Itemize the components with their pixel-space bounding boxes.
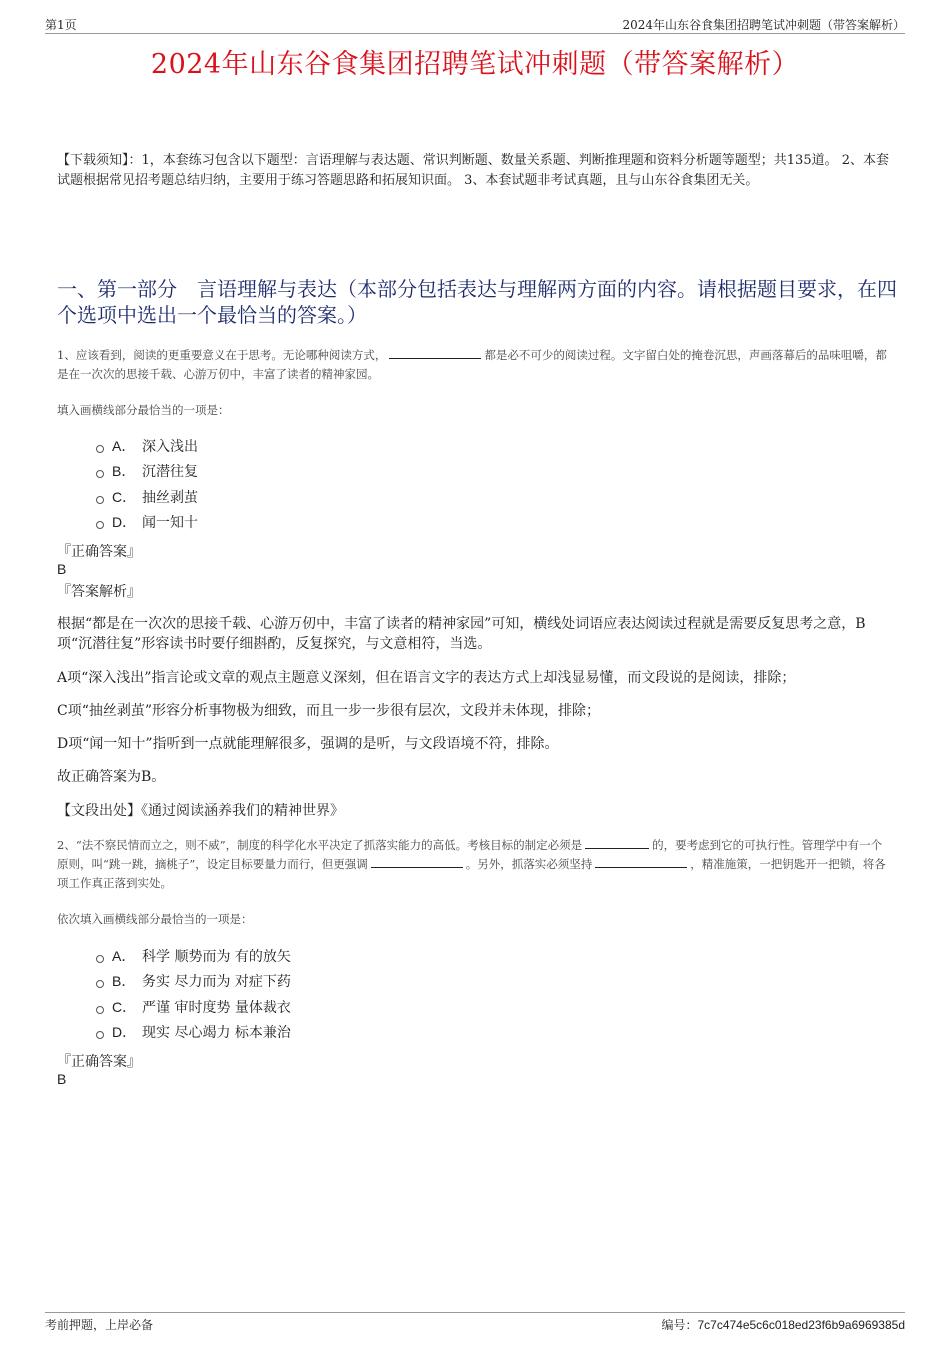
- question-1-stem: [57, 346, 893, 384]
- option-d[interactable]: D． 闻一知十: [96, 510, 198, 536]
- analysis-paragraph: D项“闻一知十”指听到一点就能理解很多，强调的是听，与文段语境不符，排除。: [57, 736, 559, 752]
- radio-icon[interactable]: [96, 496, 104, 504]
- header-doc-title: 2024年山东谷食集团招聘笔试冲刺题（带答案解析）: [622, 18, 905, 32]
- option-a[interactable]: A． 深入浅出: [96, 433, 198, 459]
- analysis-label: 『答案解析』: [57, 584, 141, 600]
- radio-icon[interactable]: [96, 470, 104, 478]
- question-2-options: [96, 943, 291, 1045]
- option-c[interactable]: C． 抽丝剥茧: [96, 484, 198, 510]
- option-d[interactable]: D． 现实 尽心竭力 标本兼治: [96, 1020, 291, 1046]
- question-1-stem-part-b: 都是必不可少的阅读过程。文字留白处的掩卷沉思，声画落幕后的品味咀嚼，都是在一次次的思接千载、心游万仞中，丰富了读者的精神家园。: [57, 348, 887, 381]
- radio-icon[interactable]: [96, 445, 104, 453]
- question-1-prompt: 填入画横线部分最恰当的一项是：: [57, 403, 230, 417]
- answer-value: B: [57, 561, 67, 577]
- analysis-paragraph: 故正确答案为B。: [57, 769, 166, 785]
- answer-label: 『正确答案』: [57, 544, 141, 560]
- document-title: 2024年山东谷食集团招聘笔试冲刺题（带答案解析）: [150, 49, 800, 80]
- footer-slogan: 考前押题，上岸必备: [45, 1318, 154, 1332]
- fill-blank: [389, 346, 481, 359]
- download-notice: 【下载须知】：1，本套练习包含以下题型：言语理解与表达题、常识判断题、数量关系题、判断推理题和资料分析题等题型；共135道。 2、本套试题根据常见招考题总结归纳，主要用于练习答题思路和拓展知识面。 3、本套试题非考试真题，且与山东谷食集团无关。: [57, 153, 889, 188]
- option-b[interactable]: B． 务实 尽力而为 对症下药: [96, 969, 291, 995]
- analysis-paragraph: C项“抽丝剥茧”形容分析事物极为细致，而且一步一步很有层次，文段并未体现，排除；: [57, 703, 601, 719]
- question-1-stem-part-a: 1、应该看到，阅读的更重要意义在于思考。无论哪种阅读方式，: [57, 348, 387, 362]
- radio-icon[interactable]: [96, 1031, 104, 1039]
- question-2-stem: 2、“法不察民情而立之，则不威”，制度的科学化水平决定了抓落实能力的高低。考核目标的制定必须是 的，要考虑到它的可执行性。管理学中有一个原则，叫“跳一跳，摘桃子”，设定目标要量力而行，但更强调 。另外，抓落实必须坚持 ，精准施策，一把钥匙开一把锁，将各项工作真正落到实处。: [57, 838, 886, 890]
- fill-blank: [585, 836, 649, 849]
- section-heading: 一、第一部分 言语理解与表达（本部分包括表达与理解两方面的内容。请根据题目要求，在四个选项中选出一个最恰当的答案。）: [57, 277, 897, 327]
- radio-icon[interactable]: [96, 980, 104, 988]
- analysis-paragraph: 根据“都是在一次次的思接千载、心游万仞中，丰富了读者的精神家园”可知，横线处词语应表达阅读过程就是需要反复思考之意，B项“沉潜往复”形容读书时要仔细斟酌，反复探究，与文意相符，当选。: [57, 616, 866, 652]
- radio-icon[interactable]: [96, 955, 104, 963]
- fill-blank: [595, 855, 687, 868]
- answer-label: 『正确答案』: [57, 1054, 141, 1070]
- answer-value: B: [57, 1071, 67, 1087]
- option-a[interactable]: A． 科学 顺势而为 有的放矢: [96, 943, 291, 969]
- document-code: 编号：7c7c474e5c6c018ed23f6b9a6969385d: [661, 1318, 905, 1332]
- page-header: [45, 16, 905, 34]
- option-c[interactable]: C． 严谨 审时度势 量体裁衣: [96, 994, 291, 1020]
- fill-blank: [371, 855, 463, 868]
- passage-source: 【文段出处】《通过阅读涵养我们的精神世界》: [57, 803, 344, 819]
- question-2-prompt: 依次填入画横线部分最恰当的一项是：: [57, 912, 253, 926]
- radio-icon[interactable]: [96, 521, 104, 529]
- radio-icon[interactable]: [96, 1006, 104, 1014]
- page-footer: [45, 1312, 905, 1331]
- question-1-options: [96, 433, 198, 535]
- analysis-paragraph: A项“深入浅出”指言论或文章的观点主题意义深刻，但在语言文字的表达方式上却浅显易懂，而文段说的是阅读，排除；: [57, 670, 796, 686]
- option-b[interactable]: B． 沉潜往复: [96, 459, 198, 485]
- page-number: 第1页: [45, 18, 77, 32]
